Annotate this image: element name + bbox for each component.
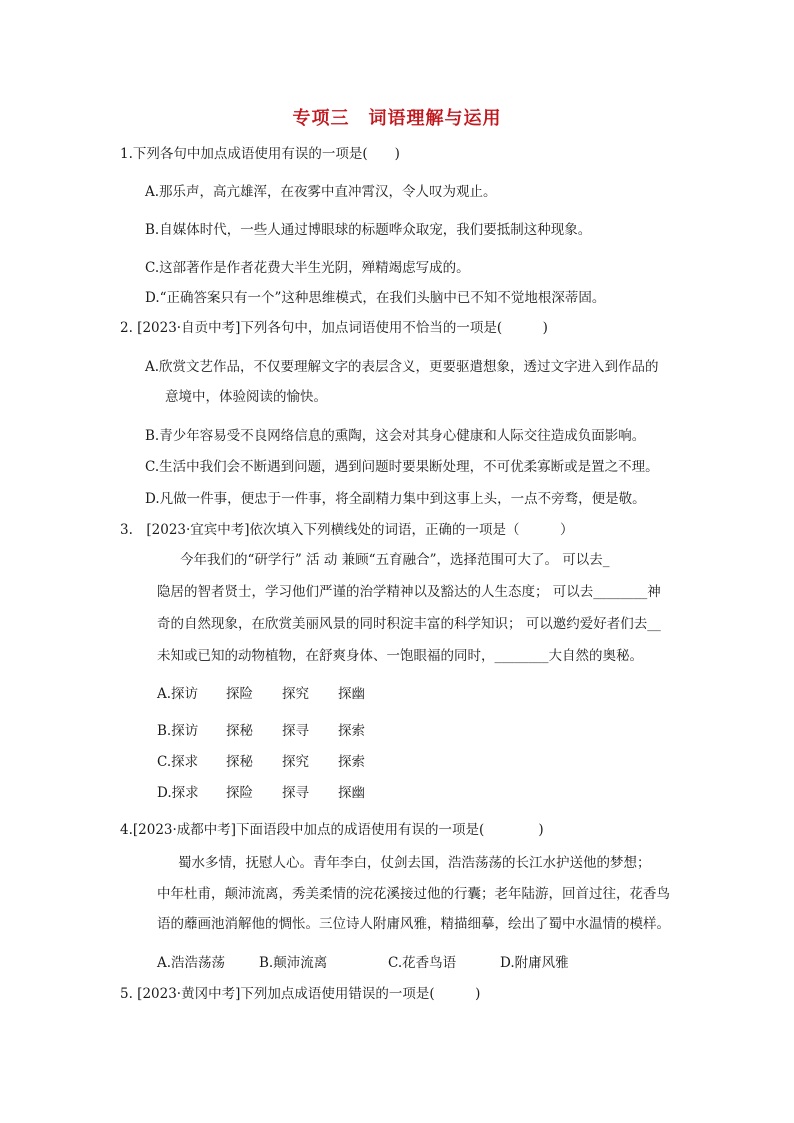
question-3-passage-line: 未知或已知的动物植物，在舒爽身体、一饱眼福的同时，________大自然的奥秘。 [157, 648, 643, 664]
question-4-option-b: B.颠沛流离 [259, 955, 328, 971]
question-2-option-a: A.欣赏文艺作品，不仅要理解文字的表层含义，更要驱遣想象，透过文字进入到作品的 [145, 359, 659, 375]
question-2-option-c: C.生活中我们会不断遇到问题，遇到问题时要果断处理，不可优柔寡断或是置之不理。 [145, 459, 659, 475]
option-word: 探险 [226, 686, 253, 702]
question-3-option-d [0, 783, 794, 803]
question-3-option-a [0, 684, 794, 704]
question-1-option-d: D.“正确答案只有一个”这种思维模式，在我们头脑中已不知不觉地根深蒂固。 [145, 290, 606, 306]
question-4-option-c: C.花香鸟语 [388, 955, 457, 971]
option-word: 探索 [338, 754, 365, 770]
question-4-passage-line: 中年杜甫，颠沛流离，秀美柔情的浣花溪接过他的行囊；老年陆游，回首过往，花香鸟 [157, 886, 670, 902]
option-word: D.探求 [157, 785, 199, 801]
option-word: 探索 [338, 723, 365, 739]
question-4-passage-line: 语的蘼画池消解他的惆怅。三位诗人附庸风雅，精描细摹，绘出了蜀中水温情的模样。 [157, 916, 670, 932]
question-2-option-b: B.青少年容易受不良网络信息的熏陶，这会对其身心健康和人际交往造成负面影响。 [145, 428, 646, 444]
option-word: 探寻 [282, 785, 309, 801]
option-word: B.探访 [157, 723, 199, 739]
question-1-stem: 1.下列各句中加点成语使用有误的一项是( ) [120, 146, 400, 162]
option-word: 探险 [226, 785, 253, 801]
question-4-options [0, 953, 794, 973]
question-1-option-c: C.这部著作是作者花费大半生光阴，殚精竭虑写成的。 [145, 260, 470, 276]
page-title: 专项三 词语理解与运用 [292, 108, 502, 129]
question-3-passage-line: 今年我们的“研学行” 活 动 兼顾“五育融合”，选择范围可大了。 可以去_ [180, 552, 610, 568]
option-word: 探究 [282, 686, 309, 702]
option-word: 探幽 [338, 686, 365, 702]
option-word: 探幽 [338, 785, 365, 801]
question-3-option-c [0, 752, 794, 772]
option-word: 探秘 [226, 723, 253, 739]
question-3-passage-line: 隐居的智者贤士，学习他们严谨的治学精神以及豁达的人生态度； 可以去________神 [157, 584, 661, 600]
question-1-option-b: B.自媒体时代，一些人通过博眼球的标题哗众取宠，我们要抵制这种现象。 [145, 222, 592, 238]
question-2-stem: 2. [2023·自贡中考]下列各句中，加点词语使用不恰当的一项是( ) [120, 320, 548, 336]
question-2-option-d: D.凡做一件事，便忠于一件事，将全副精力集中到这事上头，一点不旁骛，便是敬。 [145, 491, 646, 507]
question-2-option-a-continued: 意境中，体验阅读的愉快。 [165, 389, 327, 405]
question-5-stem: 5. [2023·黄冈中考]下列加点成语使用错误的一项是( ) [120, 986, 481, 1002]
option-word: 探秘 [226, 754, 253, 770]
option-word: 探寻 [282, 723, 309, 739]
question-4-stem: 4.[2023·成都中考]下面语段中加点的成语使用有误的一项是( ) [120, 822, 544, 838]
option-word: A.探访 [157, 686, 199, 702]
question-3-option-b [0, 721, 794, 741]
question-1-option-a: A.那乐声，高亢雄浑，在夜雾中直冲霄汉，令人叹为观止。 [145, 184, 497, 200]
question-4-option-d: D.附庸风雅 [500, 955, 569, 971]
question-3-passage-line: 奇的自然现象，在欣赏美丽风景的同时积淀丰富的科学知识； 可以邀约爱好者们去__ [157, 616, 661, 632]
question-4-passage-line: 蜀水多情，抚慰人心。青年李白，仗剑去国，浩浩荡荡的长江水护送他的梦想； [178, 855, 651, 871]
option-word: 探究 [282, 754, 309, 770]
question-3-stem: 3. [2023·宜宾中考]依次填入下列横线处的词语，正确的一项是（ ） [120, 522, 574, 538]
question-4-option-a: A.浩浩荡荡 [157, 955, 226, 971]
option-word: C.探求 [157, 754, 199, 770]
